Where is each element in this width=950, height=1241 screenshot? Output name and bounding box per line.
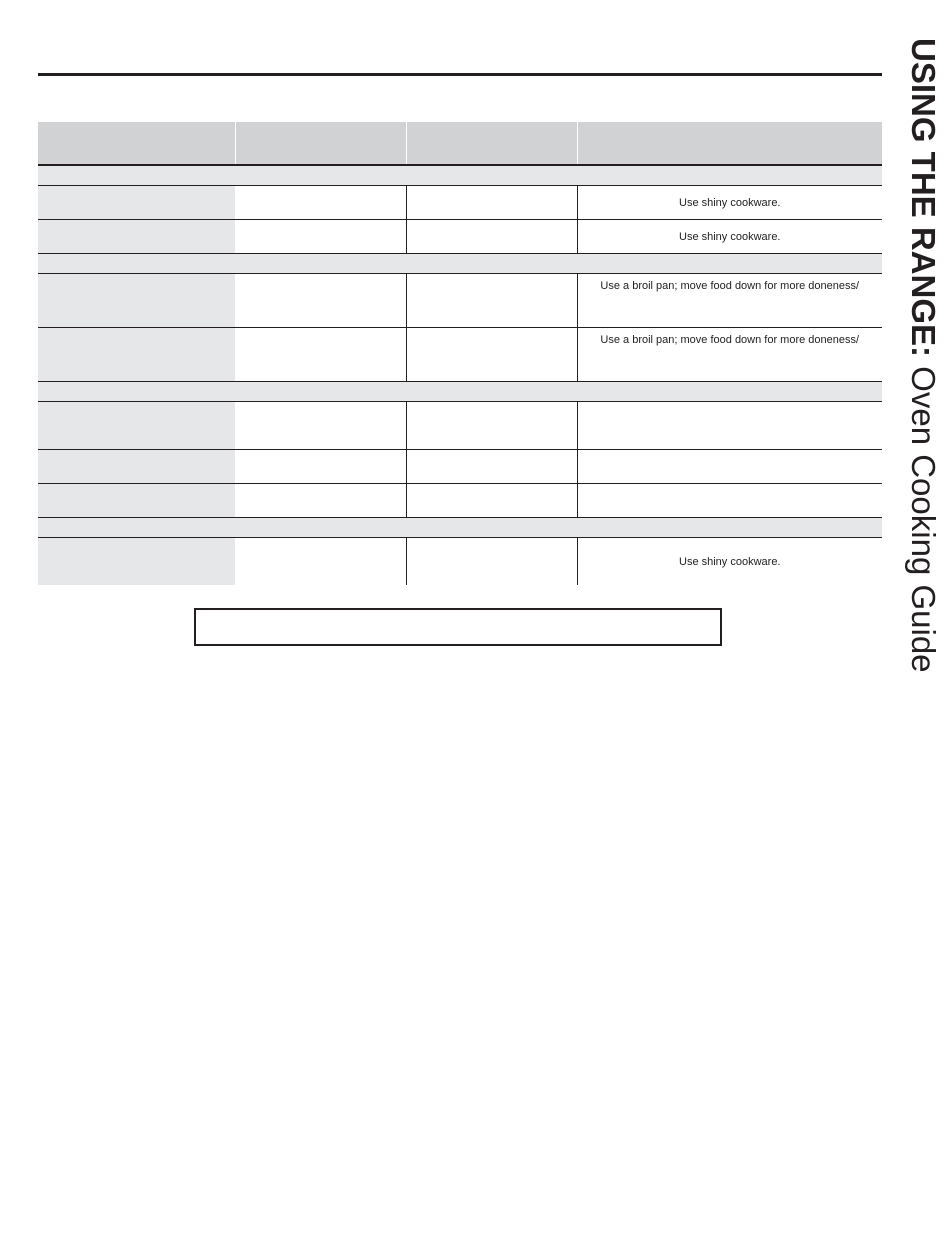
section-row bbox=[38, 165, 882, 186]
header-cell bbox=[406, 122, 577, 165]
table-header bbox=[38, 122, 882, 165]
side-title-light: Oven Cooking Guide bbox=[905, 357, 942, 673]
note-box bbox=[194, 608, 722, 646]
tip-cell: Use shiny cookware. bbox=[577, 220, 882, 254]
tip-cell: Use a broil pan; move food down for more doneness/ bbox=[577, 274, 882, 328]
header-cell bbox=[38, 122, 235, 165]
side-title bbox=[905, 38, 945, 673]
tip-cell: Use shiny cookware. bbox=[577, 186, 882, 220]
table-row bbox=[38, 450, 882, 484]
tip-cell: Use a broil pan; move food down for more doneness/ bbox=[577, 328, 882, 382]
table-row bbox=[38, 186, 882, 220]
table-row bbox=[38, 402, 882, 450]
tip-cell: Use shiny cookware. bbox=[577, 538, 882, 586]
section-row bbox=[38, 518, 882, 538]
top-rule bbox=[38, 73, 882, 76]
table-row bbox=[38, 220, 882, 254]
table-row bbox=[38, 328, 882, 382]
table-row bbox=[38, 274, 882, 328]
table-row bbox=[38, 538, 882, 586]
header-cell bbox=[235, 122, 406, 165]
cooking-guide-table bbox=[38, 122, 882, 585]
side-title-bold: USING THE RANGE: bbox=[905, 38, 942, 358]
table-row bbox=[38, 484, 882, 518]
section-row bbox=[38, 382, 882, 402]
header-cell bbox=[577, 122, 882, 165]
section-row bbox=[38, 254, 882, 274]
